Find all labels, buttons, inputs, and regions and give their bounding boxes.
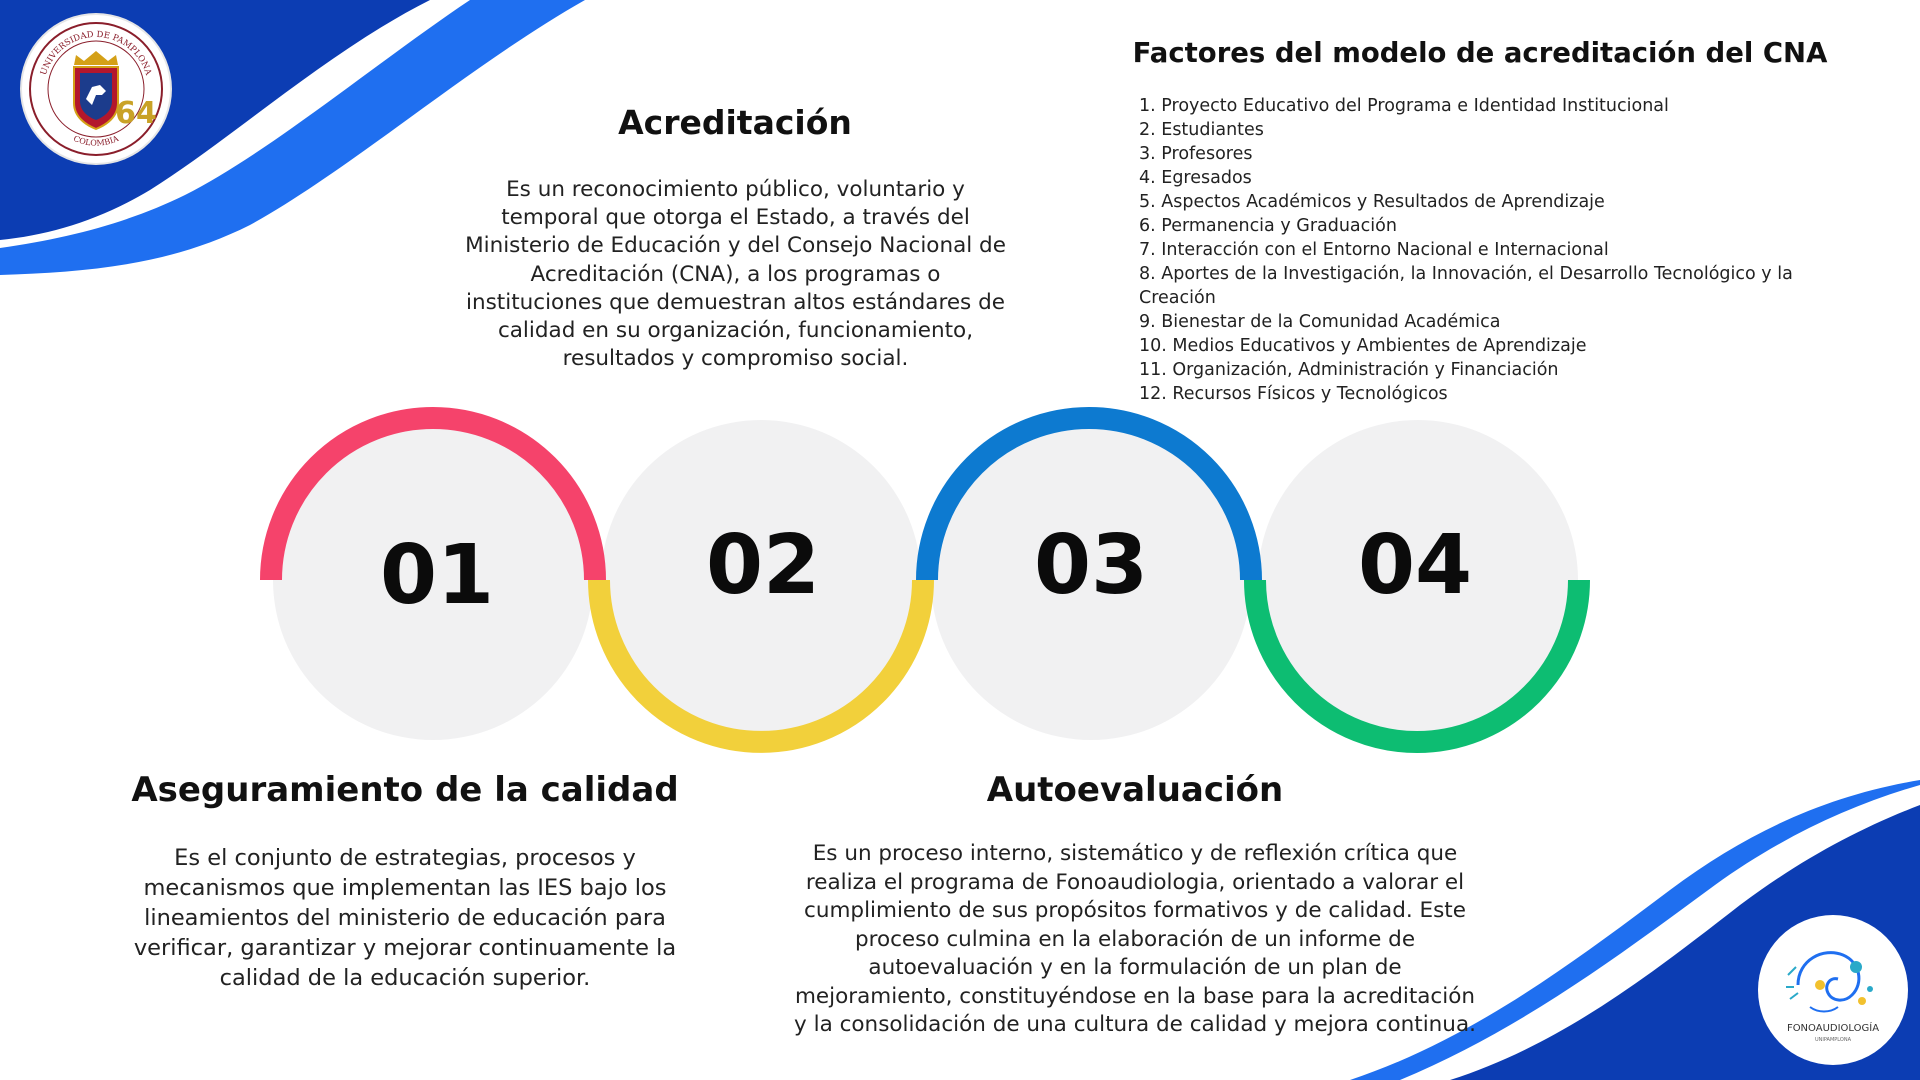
aseguramiento-line: mecanismos que implementan las IES bajo los — [143, 875, 667, 901]
factor-item: 12. Recursos Físicos y Tecnológicos — [1139, 384, 1448, 404]
acreditacion-line: calidad en su organización, funcionamiento, — [497, 318, 974, 344]
aseguramiento-line: Es el conjunto de estrategias, procesos y — [174, 845, 636, 871]
autoevaluacion-line: mejoramiento, constituyéndose en la base para la acreditación — [794, 983, 1476, 1009]
aseguramiento-line: calidad de la educación superior. — [219, 965, 591, 991]
acreditacion-line: Ministerio de Educación y del Consejo Nacional de — [465, 233, 1006, 259]
factor-item: 5. Aspectos Académicos y Resultados de Aprendizaje — [1139, 192, 1605, 212]
factor-item: 2. Estudiantes — [1139, 120, 1264, 140]
autoevaluacion-line: autoevaluación y en la formulación de un plan de — [868, 955, 1402, 980]
program-logo — [1758, 915, 1908, 1065]
factor-item: 7. Interacción con el Entorno Nacional e Internacional — [1139, 240, 1609, 260]
aseguramiento-title: Aseguramiento de la calidad — [131, 770, 679, 810]
step-01-number: 01 — [379, 528, 495, 623]
university-seal-icon — [22, 15, 170, 163]
acreditacion-line: Es un reconocimiento público, voluntario y — [506, 177, 965, 202]
factores-title: Factores del modelo de acreditación del CNA — [1132, 37, 1828, 69]
step-02-number: 02 — [705, 518, 821, 613]
acreditacion-description — [458, 176, 1013, 373]
factor-item: 1. Proyecto Educativo del Programa e Identidad Institucional — [1139, 96, 1669, 116]
autoevaluacion-line: y la consolidación de una cultura de calidad y mejora continua. — [794, 1012, 1476, 1037]
acreditacion-line: Acreditación (CNA), a los programas o — [530, 261, 941, 287]
seal-top-text: UNIVERSIDAD DE PAMPLONA — [39, 29, 153, 77]
autoevaluacion-line: cumplimiento de sus propósitos formativos y de calidad. Este — [804, 898, 1466, 923]
svg-text:COLOMBIA — [72, 134, 120, 148]
aseguramiento-description — [130, 843, 680, 993]
acreditacion-line: resultados y compromiso social. — [562, 346, 909, 372]
aseguramiento-line: lineamientos del ministerio de educación para — [144, 905, 666, 931]
factor-item: 9. Bienestar de la Comunidad Académica — [1139, 312, 1501, 332]
autoevaluacion-line: proceso culmina en la elaboración de un informe de — [854, 926, 1416, 952]
program-logo-name: FONOAUDIOLOGÍA — [1786, 1023, 1880, 1034]
step-03-number: 03 — [1033, 518, 1149, 613]
factor-item: 11. Organización, Administración y Financiación — [1139, 360, 1559, 380]
factor-item: Creación — [1139, 288, 1216, 308]
acreditacion-line: temporal que otorga el Estado, a través del — [501, 205, 970, 231]
factor-item: 3. Profesores — [1139, 144, 1253, 164]
factores-list — [1139, 94, 1809, 406]
university-logo — [22, 15, 170, 163]
factor-item: 6. Permanencia y Graduación — [1139, 216, 1397, 236]
factor-item: 4. Egresados — [1139, 168, 1252, 188]
fonoaudiologia-logo-icon — [1758, 915, 1908, 1065]
autoevaluacion-line: realiza el programa de Fonoaudiologia, orientado a valorar el — [805, 869, 1465, 895]
program-logo-sub: UNIPAMPLONA — [1814, 1037, 1852, 1043]
step-04-number: 04 — [1357, 518, 1473, 613]
autoevaluacion-description — [790, 840, 1480, 1040]
factor-item: 10. Medios Educativos y Ambientes de Aprendizaje — [1139, 336, 1587, 356]
autoevaluacion-title: Autoevaluación — [986, 770, 1284, 810]
acreditacion-title: Acreditación — [618, 103, 852, 142]
acreditacion-line: instituciones que demuestran altos estándares de — [466, 289, 1005, 315]
aseguramiento-line: verificar, garantizar y mejorar continuamente la — [133, 935, 677, 961]
factor-item: 8. Aportes de la Investigación, la Innovación, el Desarrollo Tecnológico y la — [1139, 264, 1793, 284]
autoevaluacion-line: Es un proceso interno, sistemático y de reflexión crítica que — [812, 841, 1458, 866]
anniversary-number: 64 — [115, 96, 157, 131]
seal-bottom-text: COLOMBIA — [72, 133, 120, 148]
